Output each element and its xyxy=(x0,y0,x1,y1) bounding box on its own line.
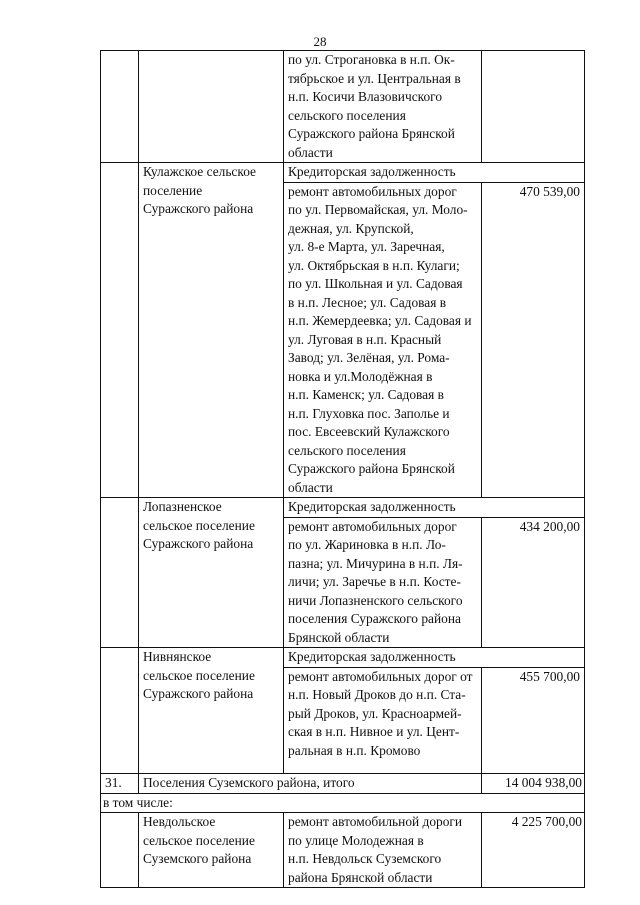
settlement-name: Лопазненское сельское поселение Суражского района xyxy=(139,498,284,648)
settlement-name: Кулажское сельское поселение Суражского района xyxy=(139,163,284,498)
roads-table xyxy=(100,50,585,888)
debt-label: Кредиторская задолженность xyxy=(284,648,585,668)
table-row xyxy=(101,163,585,183)
district-total-label: Поселения Суземского района, итого xyxy=(139,774,482,794)
settlement-name: Невдольское сельское поселение Суземского района xyxy=(139,813,284,888)
work-description: по ул. Строгановка в н.п. Ок- тябрьское и ул. Центральная в н.п. Косичи Влазовичского сельского поселения Суражского района Брянской области xyxy=(284,51,482,163)
amount-cell: 434 200,00 xyxy=(482,517,585,648)
amount-cell: 470 539,00 xyxy=(482,182,585,498)
table-row xyxy=(101,813,585,888)
row-number: 31. xyxy=(101,774,139,794)
work-description: ремонт автомобильных дорог по ул. Жариновка в н.п. Ло- пазна; ул. Мичурина в н.п. Ля- личи; ул. Заречье в н.п. Косте- ничи Лопазненского сельского поселения Суражского района Брянской области xyxy=(284,517,482,648)
amount-cell: 455 700,00 xyxy=(482,667,585,774)
table-row xyxy=(101,648,585,668)
work-description: ремонт автомобильных дорог от н.п. Новый Дроков до н.п. Ста- рый Дроков, ул. Красноармей- ская в н.п. Нивное и ул. Цент- ральная в н.п. Кромово xyxy=(284,667,482,774)
page-number: 28 xyxy=(313,34,327,49)
amount-cell: 14 004 938,00 xyxy=(482,774,585,794)
including-label: в том числе: xyxy=(101,793,585,813)
amount-cell: 4 225 700,00 xyxy=(482,813,585,888)
settlement-name: Нивнянское сельское поселение Суражского района xyxy=(139,648,284,774)
debt-label: Кредиторская задолженность xyxy=(284,163,585,183)
table-row xyxy=(101,498,585,518)
work-description: ремонт автомобильной дороги по улице Молодежная в н.п. Невдольск Суземского района Брянской области xyxy=(284,813,482,888)
table-row xyxy=(101,51,585,163)
table-row xyxy=(101,774,585,794)
work-description: ремонт автомобильных дорог по ул. Первомайская, ул. Моло- дежная, ул. Крупской, ул. 8-е Марта, ул. Заречная, ул. Октябрьская в н.п. Кулаги; по ул. Школьная и ул. Садовая в н.п. Лесное; ул. Садовая в н.п. Жемердеевка; ул. Садовая и ул. Луговая в н.п. Красный Завод; ул. Зелёная, ул. Рома- новка и ул.Молодёжная в н.п. Каменск; ул. Садовая в н.п. Глуховка пос. Заполье и пос. Евсеевский Кулажского сельского поселения Суражского района Брянской области xyxy=(284,182,482,498)
table-row xyxy=(101,793,585,813)
debt-label: Кредиторская задолженность xyxy=(284,498,585,518)
